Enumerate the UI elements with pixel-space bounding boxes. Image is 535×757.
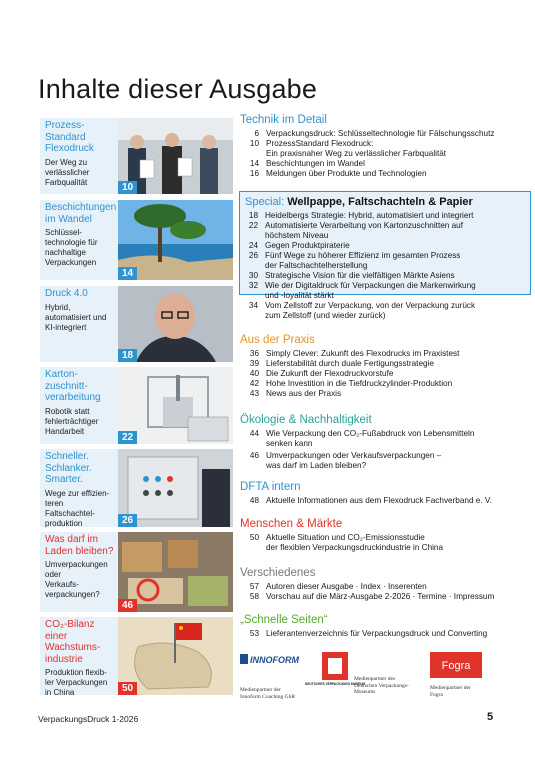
toc-page: 18 — [248, 211, 258, 220]
toc-entry[interactable] — [245, 301, 525, 321]
toc-text: ProzessStandard Flexodruck: Ein praxisnaher Weg zu verlässlicher Farbqualität — [266, 139, 447, 158]
toc-text: Strategische Vision für die vielfältigen Märkte Asiens — [265, 271, 455, 280]
toc-page: 58 — [249, 592, 259, 601]
section-heading: Technik im Detail — [240, 114, 327, 126]
toc-text: Hohe Investition in die Tiefdruckzylinder-Produktion — [266, 379, 453, 388]
toc-text: News aus der Praxis — [266, 389, 342, 398]
toc-page: 50 — [249, 533, 259, 542]
section-technik — [240, 114, 530, 179]
partner-logo-fogra[interactable] — [430, 652, 500, 702]
toc-entry[interactable] — [240, 451, 530, 471]
section-verschiedenes — [240, 567, 530, 602]
section-heading: DFTA intern — [240, 481, 301, 493]
toc-text: Simply Clever: Zukunft des Flexodrucks im Praxistest — [266, 349, 460, 358]
toc-page: 44 — [249, 429, 259, 438]
toc-text: Fünf Wege zu höherer Effizienz im gesamten Prozess der Faltschachtelherstellung — [265, 251, 461, 270]
toc-text: Lieferstabilität durch duale Fertigungsstrategie — [266, 359, 434, 368]
teaser-page-number: 22 — [118, 431, 137, 444]
innoform-logo-icon — [240, 652, 300, 666]
toc-page: 26 — [248, 251, 258, 260]
toc-entry[interactable] — [240, 129, 530, 139]
toc-text: Lieferantenverzeichnis für Verpackungsdruck und Converting — [266, 629, 488, 638]
toc-text: Vorschau auf die März-Ausgabe 2-2026 · Termine · Impressum — [266, 592, 495, 601]
teaser-headline: Druck 4.0 — [45, 288, 88, 299]
toc-text: Die Zukunft der Flexodruckvorstufe — [266, 369, 394, 378]
teaser-image — [118, 532, 233, 612]
teaser-druck-4-0[interactable] — [40, 286, 233, 362]
teaser-image — [118, 449, 233, 527]
toc-text: Heidelbergs Strategie: Hybrid, automatisiert und integriert — [265, 211, 474, 220]
section-dfta — [240, 481, 530, 506]
toc-page: 22 — [248, 221, 258, 230]
toc-page: 48 — [249, 496, 259, 505]
teaser-image — [118, 118, 233, 194]
teaser-headline: Schneller. Schlanker. Smarter. — [45, 451, 92, 485]
toc-entry[interactable] — [245, 281, 525, 301]
toc-page: 30 — [248, 271, 258, 280]
toc-text: Meldungen über Produkte und Technologien — [266, 169, 427, 178]
toc-text: Beschichtungen im Wandel — [266, 159, 365, 168]
logo-caption: Medienpartner der Innoform Coaching GbR — [240, 687, 295, 700]
toc-page: 34 — [248, 301, 258, 310]
toc-page: 57 — [249, 582, 259, 591]
teaser-headline: CO₂-Bilanz einer Wachstums- industrie — [45, 619, 101, 665]
partner-logo-innoform[interactable] — [240, 652, 320, 702]
section-oekologie — [240, 414, 530, 471]
section-heading: „Schnelle Seiten“ — [240, 614, 328, 626]
toc-entry[interactable] — [240, 496, 530, 506]
toc-entry[interactable] — [245, 221, 525, 241]
teaser-subline: Robotik statt fehlerträchtiger Handarbeit — [45, 406, 99, 436]
svg-text:INNOFORM: INNOFORM — [250, 655, 299, 665]
section-schnelle-seiten — [240, 614, 530, 639]
teaser-headline: Beschichtungen im Wandel — [45, 202, 117, 225]
teaser-image — [118, 367, 233, 444]
teaser-schneller-schlanker[interactable] — [40, 449, 233, 527]
toc-text: Wie der Digitaldruck für Verpackungen die Markenwirkung und -loyalität stärkt — [265, 281, 476, 300]
section-heading: Menschen & Märkte — [240, 518, 343, 530]
toc-entry[interactable] — [240, 359, 530, 369]
toc-page: 46 — [249, 451, 259, 460]
toc-page: 36 — [249, 349, 259, 358]
page-number: 5 — [487, 711, 494, 723]
verpackungsmuseum-logo-icon — [304, 652, 366, 692]
teaser-kartonzuschnitt[interactable] — [40, 367, 233, 444]
section-heading: Ökologie & Nachhaltigkeit — [240, 414, 372, 426]
toc-entry[interactable] — [245, 211, 525, 221]
teaser-subline: Wege zur effizien- teren Faltschachtel- produktion — [45, 488, 110, 528]
teaser-page-number: 46 — [118, 599, 137, 612]
toc-text: Umverpackungen oder Verkaufsverpackungen – was darf im Laden bleiben? — [266, 451, 442, 470]
fogra-logo-icon — [430, 652, 482, 678]
toc-entry[interactable] — [240, 389, 530, 399]
teaser-co2-bilanz[interactable] — [40, 617, 233, 695]
toc-page: 24 — [248, 241, 258, 250]
toc-entry[interactable] — [240, 169, 530, 179]
teaser-laden-bleiben[interactable] — [40, 532, 233, 612]
toc-page: 32 — [248, 281, 258, 290]
toc-entry[interactable] — [240, 582, 530, 592]
teaser-page-number: 50 — [118, 682, 137, 695]
page-title: Inhalte dieser Ausgabe — [38, 74, 318, 104]
toc-text: Automatisierte Verarbeitung von Kartonzuschnitten auf höchstem Niveau — [265, 221, 463, 240]
teaser-subline: Schlüssel- technologie für nachhaltige Verpackungen — [45, 228, 98, 267]
teaser-page-number: 10 — [118, 181, 137, 194]
teaser-headline: Prozess- Standard Flexodruck — [45, 120, 94, 154]
toc-entry[interactable] — [240, 379, 530, 389]
toc-text: Vom Zellstoff zur Verpackung, von der Verpackung zurück zum Zellstoff (und wieder zurück) — [265, 301, 476, 320]
toc-entry[interactable] — [245, 241, 525, 251]
toc-page: 14 — [249, 159, 259, 168]
teaser-headline: Was darf im Laden bleiben? — [45, 534, 114, 557]
teaser-subline: Der Weg zu verlässlicher Farbqualität — [45, 157, 90, 187]
toc-text: Aktuelle Informationen aus dem Flexodruck Fachverband e. V. — [266, 496, 492, 505]
toc-entry[interactable] — [240, 533, 530, 553]
toc-page: 43 — [249, 389, 259, 398]
toc-entry[interactable] — [240, 369, 530, 379]
logo-caption: Medienpartner der Fogra — [430, 685, 471, 698]
teaser-image — [118, 617, 233, 695]
teaser-beschichtungen[interactable] — [40, 200, 233, 280]
toc-page: 6 — [254, 129, 259, 138]
footer-publication: VerpackungsDruck 1-2026 — [38, 714, 139, 724]
section-praxis — [240, 334, 530, 399]
teaser-page-number: 14 — [118, 267, 137, 280]
teaser-subline: Umverpackungen oder Verkaufs- verpackungen? — [45, 560, 108, 599]
toc-page: 40 — [249, 369, 259, 378]
svg-text:DEUTSCHES VERPACKUNGS MUSEUM: DEUTSCHES VERPACKUNGS MUSEUM — [304, 682, 366, 686]
toc-entry[interactable] — [240, 629, 530, 639]
partner-logo-verpackungsmuseum[interactable] — [304, 652, 420, 702]
toc-text: Verpackungsdruck: Schlüsseltechnologie für Fälschungsschutz — [266, 129, 495, 138]
toc-page: 16 — [249, 169, 259, 178]
toc-entry[interactable] — [240, 429, 530, 449]
toc-page: 53 — [249, 629, 259, 638]
toc-entry[interactable] — [240, 349, 530, 359]
toc-text: Wie Verpackung den CO₂-Fußabdruck von Lebensmitteln senken kann — [266, 429, 475, 448]
teaser-subline: Produktion flexib- ler Verpackungen in China — [45, 668, 108, 697]
svg-text:Fogra: Fogra — [441, 660, 471, 672]
teaser-image — [118, 286, 233, 362]
toc-text: Autoren dieser Ausgabe · Index · Inserenten — [266, 582, 427, 591]
toc-page: 39 — [249, 359, 259, 368]
section-heading: Special: Wellpappe, Faltschachteln & Papier — [245, 196, 473, 208]
toc-entry[interactable] — [240, 592, 530, 602]
toc-entry[interactable] — [240, 159, 530, 169]
toc-page: 42 — [249, 379, 259, 388]
teaser-subline: Hybrid, automatisiert und KI-integriert — [45, 302, 107, 332]
toc-text: Aktuelle Situation und CO₂-Emissionsstudie der flexiblen Verpackungsdruckindustrie in China — [266, 533, 444, 552]
section-menschen — [240, 518, 530, 553]
teaser-page-number: 26 — [118, 514, 137, 527]
teaser-image — [118, 200, 233, 280]
teaser-headline: Karton- zuschnitt- verarbeitung — [45, 369, 101, 403]
logo-caption: Medienpartner des Deutschen Verpackungs- Museums — [354, 676, 409, 695]
section-heading: Aus der Praxis — [240, 334, 315, 346]
teaser-page-number: 18 — [118, 349, 137, 362]
section-heading: Verschiedenes — [240, 567, 316, 579]
toc-entry[interactable] — [245, 251, 525, 271]
teaser-prozessstandard[interactable] — [40, 118, 233, 194]
toc-entry[interactable] — [245, 271, 525, 281]
section-special — [239, 191, 531, 320]
toc-text: Gegen Produktpiraterie — [265, 241, 350, 250]
toc-page: 10 — [249, 139, 259, 148]
toc-entry[interactable] — [240, 139, 530, 159]
